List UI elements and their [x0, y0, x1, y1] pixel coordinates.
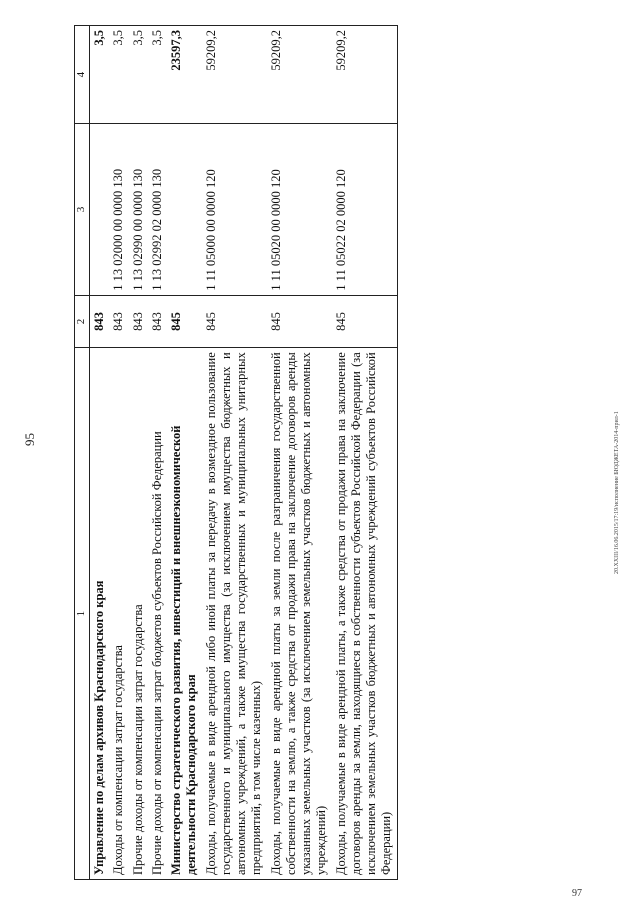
row-admin-code: 845: [202, 295, 267, 348]
header-col-3: 3: [75, 124, 90, 296]
header-col-1: 1: [75, 348, 90, 880]
row-admin-code: 843: [90, 295, 110, 348]
header-col-4: 4: [75, 26, 90, 124]
page-number: 95: [22, 433, 37, 446]
row-name: Управление по делам архивов Краснодарского края: [90, 348, 110, 880]
table-row: [129, 26, 148, 880]
corner-page-mark: 97: [572, 888, 582, 899]
row-name: Доходы от компенсации затрат государства: [109, 348, 128, 880]
table-row: [202, 26, 267, 880]
header-col-2: 2: [75, 295, 90, 348]
row-name: Министерство стратегического развития, инвестиций и внешнеэкономической деятельности Краснодарского края: [167, 348, 202, 880]
row-amount: 3,5: [148, 26, 167, 124]
row-name: Прочие доходы от компенсации затрат бюджетов субъектов Российской Федерации: [148, 348, 167, 880]
row-admin-code: 845: [332, 295, 398, 348]
table-row: [167, 26, 202, 880]
table-row: [148, 26, 167, 880]
row-amount: 3,5: [129, 26, 148, 124]
row-name: Прочие доходы от компенсации затрат государства: [129, 348, 148, 880]
document-footer-note: 20.XXIII/16.06.2015/17:19/исполнение БЮДЖЕТА-2014-прил-1: [614, 411, 620, 574]
row-admin-code: 845: [267, 295, 332, 348]
row-revenue-code: 1 13 02000 00 0000 130: [109, 124, 128, 296]
table-body: [75, 26, 398, 880]
table-row: [332, 26, 398, 880]
row-admin-code: 845: [167, 295, 202, 348]
row-amount: 59209,2: [202, 26, 267, 124]
rotated-page: [74, 25, 584, 880]
row-amount: 23597,3: [167, 26, 202, 124]
row-amount: 59209,2: [267, 26, 332, 124]
table-row: [109, 26, 128, 880]
budget-revenue-table: [74, 25, 398, 880]
row-name: Доходы, получаемые в виде арендной либо иной платы за передачу в возмездное пользование государственного и муниципального имущества (за исключением имущества бюджетных и автономных учреждений, а также имущества государственных и муниципальных унитарных предприятий, в том числе казенных): [202, 348, 267, 880]
row-admin-code: 843: [148, 295, 167, 348]
table-row: [90, 26, 110, 880]
row-amount: 59209,2: [332, 26, 398, 124]
row-revenue-code: 1 11 05000 00 0000 120: [202, 124, 267, 296]
row-revenue-code: 1 11 05022 02 0000 120: [332, 124, 398, 296]
row-admin-code: 843: [129, 295, 148, 348]
row-revenue-code: 1 13 02990 00 0000 130: [129, 124, 148, 296]
table-row: [267, 26, 332, 880]
table-header-row: [75, 26, 90, 880]
row-amount: 3,5: [90, 26, 110, 124]
row-amount: 3,5: [109, 26, 128, 124]
row-name: Доходы, получаемые в виде арендной платы, а также средства от продажи права на заключение договоров аренды за земли, находящиеся в собственности субъектов Российской Федерации (за исключением земельных участков бюджетных и автономных учреждений субъектов Российской Федерации): [332, 348, 398, 880]
row-admin-code: 843: [109, 295, 128, 348]
row-revenue-code: 1 13 02992 02 0000 130: [148, 124, 167, 296]
row-revenue-code: [90, 124, 110, 296]
row-revenue-code: [167, 124, 202, 296]
row-name: Доходы, получаемые в виде арендной платы за земли после разграничения государственной собственности на землю, а также средства от продажи права на заключение договоров аренды указанных земельных участков (за исключением земельных участков бюджетных и автономных учреждений): [267, 348, 332, 880]
row-revenue-code: 1 11 05020 00 0000 120: [267, 124, 332, 296]
